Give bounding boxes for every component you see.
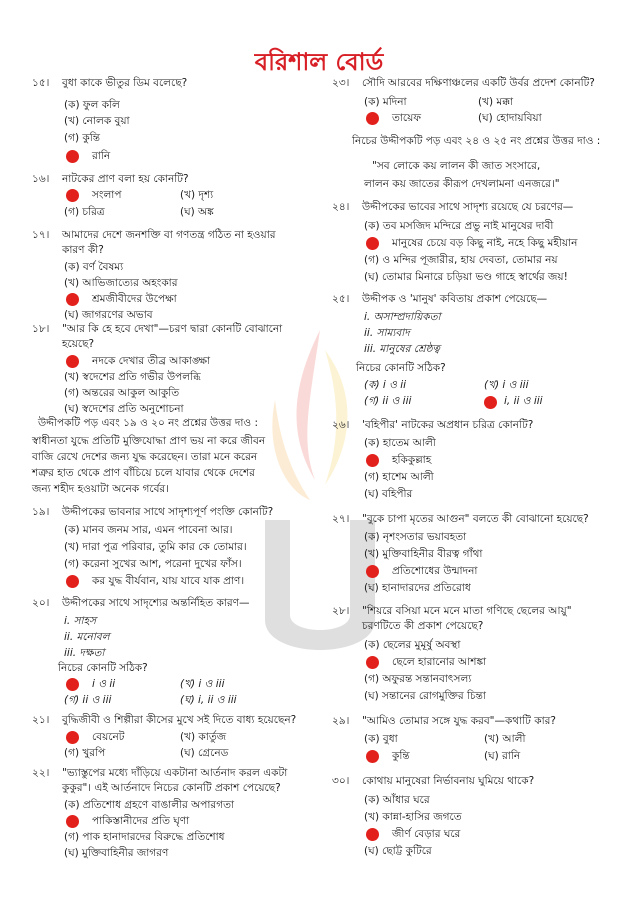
option[interactable]: (ঘ) স্বদেশের প্রতি অনুশোচনা	[64, 403, 184, 415]
answer-dot	[66, 731, 79, 744]
option[interactable]: (ঘ) তোমার মিনারে চড়িয়া ভণ্ড গাহে স্বার্থের জয়!	[364, 271, 568, 283]
option[interactable]: (ঘ) ছোট্ট কুটিরে	[364, 845, 432, 857]
answer-dot	[66, 150, 79, 163]
option[interactable]: (ক) ফুল কলি	[64, 99, 120, 111]
answer-dot	[366, 112, 379, 125]
option[interactable]: (গ) করেনা সুখের আশ, পরেনা দুখের ফাঁস।	[64, 558, 242, 570]
option-correct[interactable]: ছেলে হারানোর আশঙ্কা	[392, 656, 487, 668]
option[interactable]: (খ) i ও iii	[180, 678, 225, 690]
option[interactable]: (ঘ) হানাদারদের প্রতিরোধ	[364, 582, 471, 594]
option[interactable]: (ঘ) জাগরণের অভাব	[64, 309, 153, 321]
option-correct[interactable]: তায়েফ	[392, 112, 422, 124]
answer-dot	[366, 656, 379, 669]
stimulus-line: স্বাধীনতা যুদ্ধে প্রতিটি মুক্তিযোদ্ধা প্রাণ ভয় না করে জীবন	[32, 435, 266, 447]
option[interactable]: (ক) নৃশংসতার ভয়াবহতা	[364, 531, 467, 543]
option-correct[interactable]: মানুষের চেয়ে বড় কিছু নাই, নহে কিছু মহীয়ান	[392, 237, 578, 249]
answer-dot	[366, 237, 379, 250]
statement: iii. মানুষের শ্রেষ্ঠত্ব	[364, 343, 440, 355]
option[interactable]: (ঘ) হোদায়বিয়া	[478, 112, 542, 124]
stimulus-lead: নিচের উদ্দীপকটি পড় এবং ২৪ ও ২৫ নং প্রশ্নের উত্তর দাও :	[352, 135, 601, 147]
poem-line: "সব লোকে কয় লালন কী জাত সংসারে,	[372, 160, 541, 172]
option[interactable]: (গ) ও মন্দির পূজারীর, হায় দেবতা, তোমার নয়	[364, 254, 558, 266]
option[interactable]: (ঘ) অঙ্ক	[180, 206, 214, 218]
statement: iii. দক্ষতা	[64, 647, 105, 659]
option[interactable]: (ক) আঁধার ঘরে	[364, 794, 430, 806]
option-correct[interactable]: প্রতিশোধের উন্মাদনা	[392, 565, 478, 577]
option-correct[interactable]: কর যুদ্ধ বীর্যবান, যায় যাবে যাক প্রাণ।	[92, 575, 245, 587]
option[interactable]: (গ) অফুরন্ত সন্তানবাৎসল্য	[364, 673, 472, 685]
option[interactable]: (খ) দারা পুত্র পরিবার, তুমি কার কে তোমার।	[64, 541, 247, 553]
option[interactable]: (গ) কুন্তি	[64, 132, 100, 144]
answer-dot	[366, 750, 379, 763]
statement: i. অসাম্প্রদায়িকতা	[364, 311, 441, 323]
answer-dot	[484, 396, 497, 409]
option[interactable]: (খ) মুক্তিবাহিনীর বীরত্ব গাঁথা	[364, 548, 483, 560]
statement: i. সাহস	[64, 615, 97, 627]
option[interactable]: (ক) তব মসজিদ মন্দিরে প্রভু নাই মানুষের দাবী	[364, 220, 554, 232]
answer-dot	[66, 815, 79, 828]
answer-dot	[66, 355, 79, 368]
answer-dot	[66, 293, 79, 306]
option-correct[interactable]: জীর্ণ বেড়ার ঘরে	[392, 828, 461, 840]
stimulus-line: বাজি রেখে দেশের জন্য যুদ্ধ করেছেন। তারা মনে করেন	[32, 451, 258, 463]
option[interactable]: (খ) i ও iii	[484, 379, 529, 391]
option[interactable]: (ক) বুধা	[364, 733, 398, 745]
poem-line: লালন কয় জাতের কীরূপ দেখলামনা এনজরে।"	[364, 178, 560, 190]
option-correct[interactable]: রানি	[92, 150, 111, 162]
option-correct[interactable]: বেয়নেট	[92, 731, 125, 743]
option[interactable]: (খ) দৃশ্য	[180, 189, 214, 201]
option[interactable]: (ঘ) সন্তানের রোগমুক্তির চিন্তা	[364, 690, 486, 702]
option[interactable]: (ক) বর্ণ বৈষম্য	[64, 261, 124, 273]
answer-dot	[66, 575, 79, 588]
answer-dot	[366, 454, 379, 467]
option[interactable]: (ঘ) বহিপীর	[364, 488, 413, 500]
option-correct[interactable]: i ও ii	[92, 678, 116, 690]
option[interactable]: (ঘ) গ্রেনেড	[180, 747, 229, 759]
option[interactable]: (গ) পাক হানাদারদের বিরুদ্ধে প্রতিশোধ	[64, 831, 225, 843]
option[interactable]: (ঘ) মুক্তিবাহিনীর জাগরণ	[64, 847, 169, 859]
option[interactable]: (ক) প্রতিশোধ গ্রহণে বাঙালীর অপারগতা	[64, 799, 235, 811]
answer-dot	[366, 565, 379, 578]
option-correct[interactable]: শ্রমজীবীদের উপেক্ষা	[92, 293, 177, 305]
answer-dot	[66, 678, 79, 691]
option[interactable]: (গ) চরিত্র	[64, 206, 105, 218]
option-correct[interactable]: কুন্তি	[392, 750, 410, 762]
option[interactable]: (খ) আভিজাত্যের অহংকার	[64, 277, 178, 289]
option[interactable]: (ক) হাতেম আলী	[364, 437, 436, 449]
answer-dot	[66, 189, 79, 202]
page-title: বরিশাল বোর্ড	[254, 48, 384, 76]
option-correct[interactable]: i, ii ও iii	[504, 395, 543, 407]
option[interactable]: (ক) i ও ii	[364, 379, 407, 391]
option-correct[interactable]: সংলাপ	[92, 189, 122, 201]
option[interactable]: (খ) আলী	[484, 733, 526, 745]
option[interactable]: (খ) কার্তুজ	[180, 731, 227, 743]
option[interactable]: (খ) কান্না-হাসির জগতে	[364, 811, 462, 823]
option[interactable]: (খ) স্বদেশের প্রতি গভীর উপলব্ধি	[64, 371, 201, 383]
option[interactable]: (ঘ) রানি	[484, 750, 521, 762]
stimulus-line: শত্রুর হাত থেকে প্রাণ বাঁচিয়ে চলে যাবার থেকে দেশের	[32, 467, 255, 479]
stimulus-line: জন্য শহীদ হওয়াটা অনেক গর্বের।	[32, 483, 169, 495]
statement: ii. সাম্যবাদ	[364, 327, 410, 339]
question-ask: নিচের কোনটি সঠিক?	[356, 362, 446, 374]
option[interactable]: (খ) নোলক বুয়া	[64, 115, 130, 127]
stimulus-lead: উদ্দীপকটি পড় এবং ১৯ ও ২০ নং প্রশ্নের উত্তর দাও :	[38, 417, 259, 429]
option[interactable]: (গ) ii ও iii	[64, 694, 112, 706]
option[interactable]: (গ) ii ও iii	[364, 395, 412, 407]
option[interactable]: (গ) হাশেম আলী	[364, 471, 434, 483]
answer-dot	[366, 828, 379, 841]
option-correct[interactable]: নদকে দেখার তীব্র আকাঙ্ক্ষা	[92, 355, 211, 367]
option[interactable]: (ক) মানব জনম সার, এমন পাবেনা আর।	[64, 524, 233, 536]
option[interactable]: (ক) মদিনা	[364, 96, 407, 108]
option-correct[interactable]: পাকিস্তানীদের প্রতি ঘৃণা	[92, 815, 190, 827]
option[interactable]: (ক) ছেলের মুমূর্ষু অবস্থা	[364, 639, 461, 651]
option[interactable]: (খ) মক্কা	[478, 96, 514, 108]
statement: ii. মনোবল	[64, 631, 110, 643]
option[interactable]: (ঘ) i, ii ও iii	[180, 694, 237, 706]
question-ask: নিচের কোনটি সঠিক?	[58, 662, 148, 674]
option-correct[interactable]: হকিকুল্লাহ	[392, 454, 432, 466]
option[interactable]: (গ) খুরপি	[64, 747, 106, 759]
option[interactable]: (গ) অন্তরের আকুল আকুতি	[64, 387, 180, 399]
